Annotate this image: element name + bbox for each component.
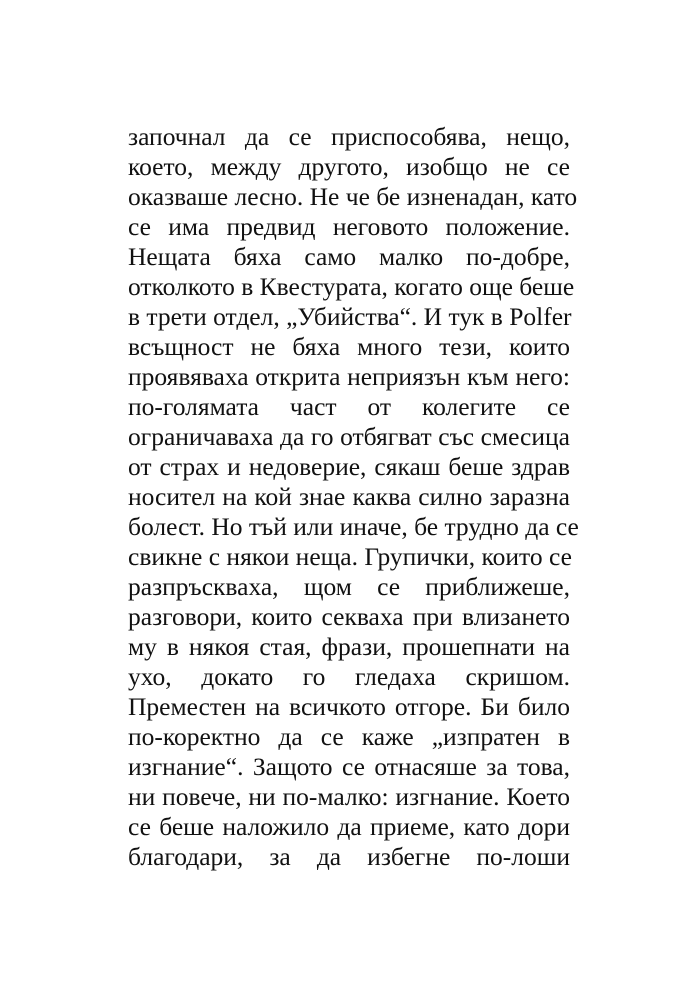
text-line: му в някоя стая, фрази, прошепнати на [128,632,570,661]
text-line: всъщност не бяха много тези, които [128,332,570,361]
text-line: в трети отдел, „Убийства“. И тук в Polfer [128,302,572,331]
text-line: което, между другото, изобщо не се [128,152,570,181]
text-line: ухо, докато го гледаха скришом. [128,662,570,691]
text-line: по-коректно да се каже „изпратен в [128,722,570,751]
text-line: се има предвид неговото положение. [128,212,570,241]
text-line: ограничаваха да го отбягват със смесица [128,422,570,451]
text-line: проявяваха открита неприязън към него: [128,362,570,391]
text-line: благодари, за да избегне по-лоши [128,842,570,871]
text-line: оказваше лесно. Не че бе изненадан, като [128,182,578,211]
text-line: ни повече, ни по-малко: изгнание. Което [128,782,570,811]
text-line: разговори, които секваха при влизането [128,602,570,631]
text-line: носител на кой знае каква силно заразна [128,482,570,511]
text-line: отколкото в Квестурата, когато още беше [128,272,575,301]
text-line: по-голямата част от колегите се [128,392,570,421]
text-line: свикне с някои неща. Групички, които се [128,542,572,571]
text-line: Преместен на всичкото отгоре. Би било [128,692,570,721]
page-text [128,122,579,872]
text-line: изгнание“. Защото се отнасяше за това, [128,752,570,781]
text-line: разпръскваха, щом се приближеше, [128,572,570,601]
text-line: болест. Но тъй или иначе, бе трудно да се [128,512,579,541]
text-line: започнал да се приспособява, нещо, [128,122,570,151]
text-line: Нещата бяха само малко по-добре, [128,242,570,271]
text-line: се беше наложило да приеме, като дори [128,812,570,841]
text-line: от страх и недоверие, сякаш беше здрав [128,452,570,481]
